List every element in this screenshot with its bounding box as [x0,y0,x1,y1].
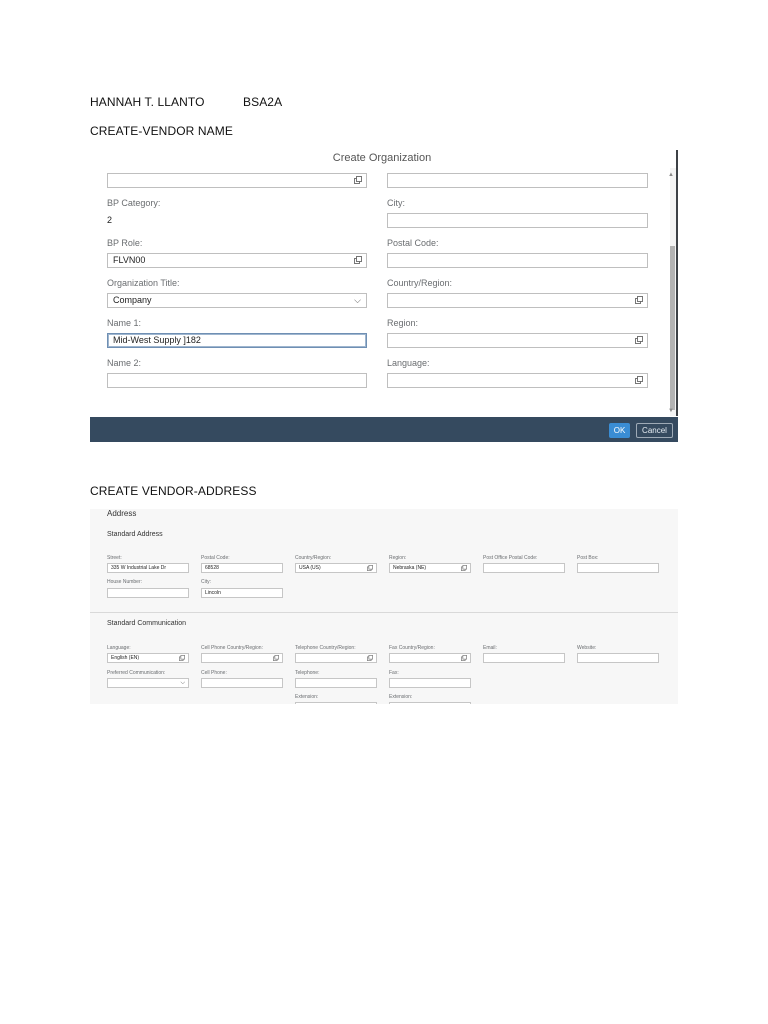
website-input[interactable] [577,653,659,663]
city-label: City: [201,579,211,585]
language-value: English (EN) [111,655,140,661]
name1-value: Mid-West Supply ]182 [113,335,201,345]
street-label: Street: [107,555,122,561]
address-form [90,509,678,704]
region-label: Region: [389,555,407,561]
cancel-button[interactable]: Cancel [636,423,673,438]
section-code: BSA2A [243,95,283,109]
po-box-input[interactable] [577,563,659,573]
postal-code-label: Postal Code: [201,555,230,561]
extension-label: Extension: [295,694,319,700]
house-number-label: House Number: [107,579,143,585]
name2-input[interactable] [107,373,367,388]
email-label: Email: [483,645,497,651]
name2-label: Name 2: [107,358,142,368]
value-help-icon[interactable] [461,565,467,571]
cell-country-label: Cell Phone Country/Region: [201,645,263,651]
value-help-icon[interactable] [635,336,643,344]
region-value: Nebraska (NE) [393,565,427,571]
standard-address-title: Standard Address [107,531,163,538]
postal-code-input[interactable] [201,563,283,573]
email-input[interactable] [483,653,565,663]
fax-country-label: Fax Country/Region: [389,645,435,651]
dialog-border [676,150,678,416]
bp-role-input[interactable] [107,253,367,268]
value-help-icon[interactable] [273,655,279,661]
org-title-value: Company [113,295,152,305]
country-label: Country/Region: [387,278,453,288]
scroll-down-icon[interactable]: ▼ [668,408,674,414]
postal-code-label: Postal Code: [387,238,439,248]
student-name: HANNAH T. LLANTO [90,95,205,109]
value-help-icon[interactable] [354,256,362,264]
value-help-icon[interactable] [461,655,467,661]
name1-input[interactable] [107,333,367,348]
postal-code-input[interactable] [387,253,648,268]
value-help-icon[interactable] [354,176,362,184]
city-input[interactable] [387,213,648,228]
top-left-input[interactable] [107,173,367,188]
heading-vendor-name: CREATE-VENDOR NAME [90,124,233,138]
chevron-down-icon[interactable]: ⌵ [180,680,185,686]
country-input[interactable] [387,293,648,308]
scrollbar-thumb[interactable] [670,246,675,410]
fax-country-input[interactable] [389,653,471,663]
preferred-communication-label: Preferred Communication: [107,670,166,676]
language-input[interactable] [107,653,189,663]
fax-extension-input[interactable] [389,702,471,704]
create-organization-dialog [90,146,678,442]
value-help-icon[interactable] [635,296,643,304]
street-input[interactable] [107,563,189,573]
fax-extension-label: Extension: [389,694,413,700]
preferred-communication-select[interactable] [107,678,189,688]
telephone-country-label: Telephone Country/Region: [295,645,356,651]
street-value: 335 W Industrial Lake Dr [111,565,167,571]
city-label: City: [387,198,405,208]
chevron-down-icon[interactable]: ⌵ [354,295,361,305]
bp-role-value: FLVN00 [113,255,146,265]
section-divider [90,612,678,613]
fax-input[interactable] [389,678,471,688]
extension-input[interactable] [295,702,377,704]
po-box-label: Post Box: [577,555,599,561]
standard-communication-title: Standard Communication [107,620,186,627]
website-label: Website: [577,645,597,651]
region-input[interactable] [387,333,648,348]
postal-code-value: 68528 [205,565,219,571]
bp-category-value: 2 [107,215,113,225]
org-title-label: Organization Title: [107,278,180,288]
telephone-country-input[interactable] [295,653,377,663]
po-postal-code-input[interactable] [483,563,565,573]
org-title-select[interactable] [107,293,367,308]
region-input[interactable] [389,563,471,573]
bp-role-label: BP Role: [107,238,143,248]
house-number-input[interactable] [107,588,189,598]
city-value: Lincoln [205,590,221,596]
country-value: USA (US) [299,565,321,571]
cell-phone-label: Cell Phone: [201,670,227,676]
dialog-footer [90,417,678,442]
value-help-icon[interactable] [367,565,373,571]
language-label: Language: [387,358,430,368]
bp-category-label: BP Category: [107,198,161,208]
value-help-icon[interactable] [179,655,185,661]
top-right-input[interactable] [387,173,648,188]
value-help-icon[interactable] [635,376,643,384]
name1-label: Name 1: [107,318,142,328]
cell-country-input[interactable] [201,653,283,663]
country-input[interactable] [295,563,377,573]
country-label: Country/Region: [295,555,332,561]
dialog-title: Create Organization [332,152,432,164]
language-label: Language: [107,645,131,651]
telephone-label: Telephone: [295,670,320,676]
region-label: Region: [387,318,419,328]
city-input[interactable] [201,588,283,598]
language-input[interactable] [387,373,648,388]
cell-phone-input[interactable] [201,678,283,688]
ok-button[interactable]: OK [609,423,630,438]
fax-label: Fax: [389,670,399,676]
address-section-title: Address [107,509,137,518]
telephone-input[interactable] [295,678,377,688]
heading-vendor-address: CREATE VENDOR-ADDRESS [90,484,257,498]
scroll-up-icon[interactable]: ▲ [668,172,674,178]
po-postal-code-label: Post Office Postal Code: [483,555,538,561]
value-help-icon[interactable] [367,655,373,661]
